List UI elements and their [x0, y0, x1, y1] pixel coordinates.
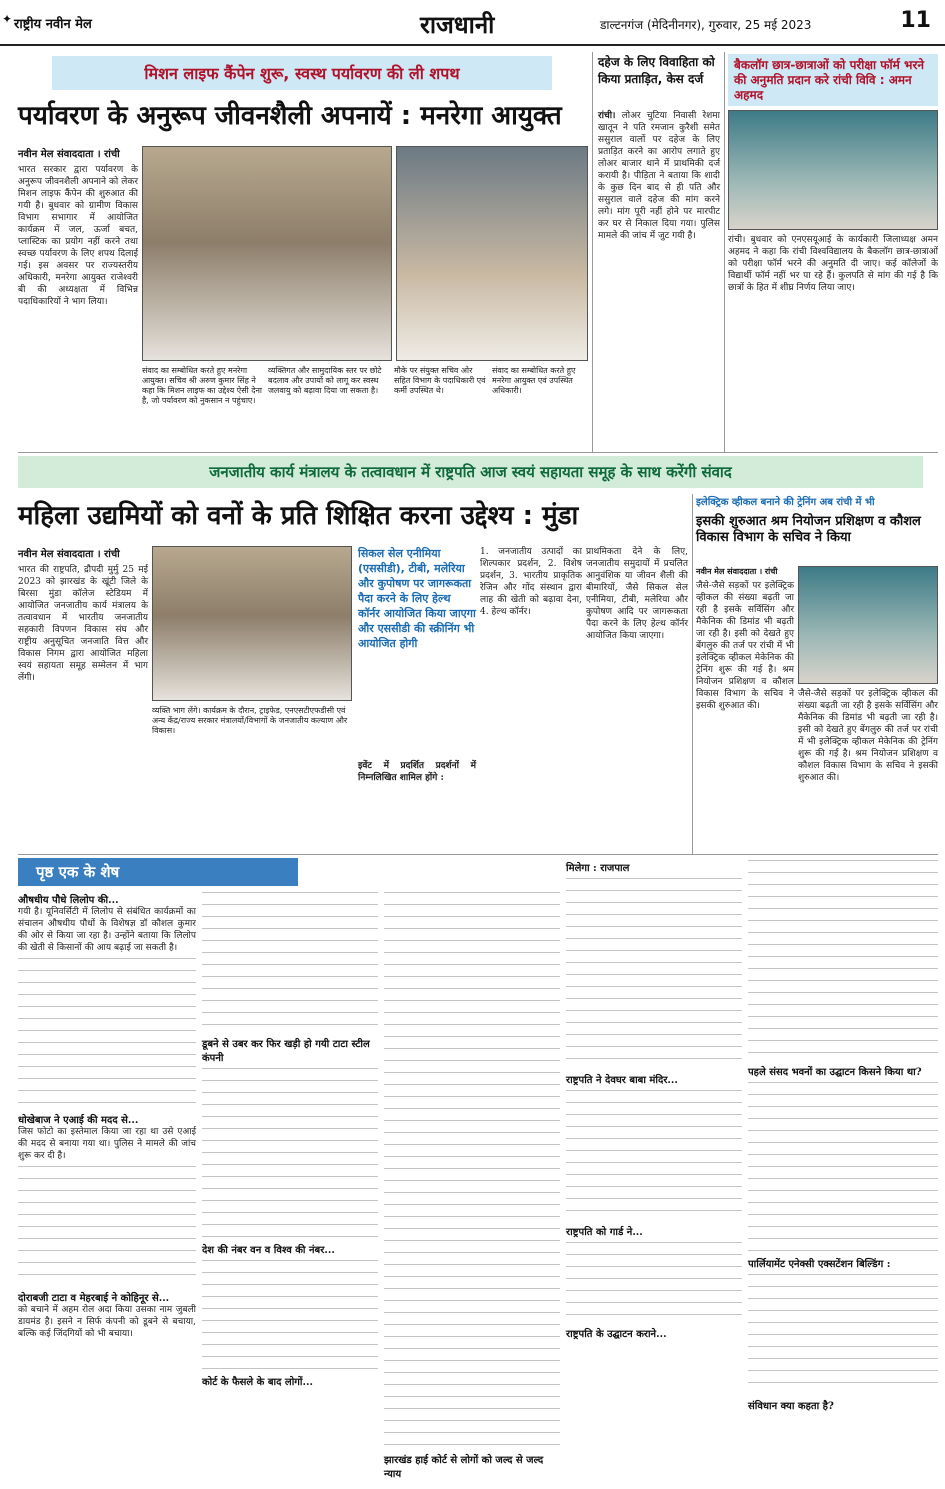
cont-filler: [18, 958, 196, 1108]
story5-continued: जैसे-जैसे सड़कों पर इलेक्ट्रिक व्हीकल की संख्या बढ़ती जा रही है इसके सर्विसिंग और मैकेनिक की डिमांड भी बढ़ती जा रही है। इसी को देखते हुए बेंगलुरु की तर्ज पर रांची में भी इलेक्ट्रिक व्हीकल मेकेनिक की ट्रेनिंग शुरू की गई है। श्रम नियोजन प्रशिक्षण व कौशल विकास विभाग के सचिव ने इसकी शुरुआत की।: [798, 689, 938, 783]
cont-h5: देश की नंबर वन व विश्व की नंबर...: [202, 1245, 335, 1256]
cont-filler: [566, 1090, 742, 1220]
story1-byline: नवीन मेल संवाददाता । रांची: [18, 149, 120, 160]
cont-c2: जिस फोटो का इस्तेमाल किया जा रहा था उसे एआई की मदद से बनाया गया था। पुलिस ने मामले की जांच शुरू कर दी है।: [18, 1127, 196, 1161]
cont-h6: कोर्ट के फैसले के बाद लोगों...: [202, 1377, 313, 1388]
story1-col4: मौके पर संयुक्त सचिव ओर सहित विभाग के पदाधिकारी एवं कर्मी उपस्थित थे।: [394, 366, 486, 395]
story1-caption: संवाद का सम्बोधित करते हुए मनरेगा आयुक्त। सचिव श्री अरुण कुमार सिंह ने कहा कि मिशन लाइफ का उद्देश्य ऐसी देना है, जो पर्यावरण को नुकसान न पहुंचाए।: [142, 366, 262, 405]
column-rule: [724, 52, 725, 452]
cont-h9: राष्ट्रपति को गार्ड ने...: [566, 1227, 643, 1238]
page-number: 11: [900, 8, 931, 33]
story5-body: जैसे-जैसे सड़कों पर इलेक्ट्रिक व्हीकल की संख्या बढ़ती जा रही है इसके सर्विसिंग और मैकेनिक की डिमांड भी बढ़ती जा रही है। इसी को देखते हुए बेंगलुरु की तर्ज पर रांची में भी इलेक्ट्रिक व्हीकल मेकेनिक की ट्रेनिंग शुरू की गई है। श्रम नियोजन प्रशिक्षण व कौशल विकास विभाग के सचिव ने इसकी शुरुआत की।: [696, 581, 794, 711]
story1-col5: संवाद का सम्बोधित करते हुए मनरेगा आयुक्त एवं उपस्थित अधिकारी।: [492, 366, 576, 395]
story1-text-column: [18, 146, 138, 446]
cont-filler: [748, 1274, 938, 1394]
section-rule: [18, 452, 938, 453]
band2-headline: पृष्ठ एक के शेष: [18, 858, 298, 886]
masthead: [0, 0, 945, 46]
story1-kicker: मिशन लाइफ कैंपेन शुरू, स्वस्थ पर्यावरण की ली शपथ: [52, 56, 552, 90]
cont-h7: मिलेगा : राजपाल: [566, 863, 630, 874]
story4-subhead-text: इवेंट में प्रदर्शित प्रदर्शनों में निम्नलिखित शामिल होंगे :: [358, 761, 476, 783]
story3-body: रांची। बुधवार को एनएसयूआई के कार्यकारी जिलाध्यक्ष अमन अहमद ने कहा कि रांची विश्वविद्यालय के बैकलॉग छात्र-छात्राओं को परीक्षा फॉर्म भरने की अनुमति दी जाए। कई कॉलेजों के विद्यार्थी फॉर्म नहीं भर पा रहे हैं। कुलपति से मांग की गई है कि छात्रों के हित में शीघ्र निर्णय लिया जाए।: [728, 235, 938, 293]
cont-col-2: [202, 892, 378, 1472]
cont-h12: पहले संसद भवनों का उद्घाटन किसने किया था?: [748, 1067, 922, 1078]
cont-col-5: [748, 860, 938, 1472]
story4-headline: महिला उद्यमियों को वनों के प्रति शिक्षित करना उद्देश्य : मुंडा: [18, 501, 579, 531]
cont-filler: [202, 1260, 378, 1370]
cont-h8: राष्ट्रपति ने देवघर बाबा मंदिर...: [566, 1075, 678, 1086]
cont-h4: डूबने से उबर कर फिर खड़ी हो गयी टाटा स्टील कंपनी: [202, 1039, 370, 1064]
band1-headline: जनजातीय कार्य मंत्रालय के तत्वावधान में राष्ट्रपति आज स्वयं सहायता समूह के साथ करेंगी संवाद: [18, 456, 923, 488]
story4-col-mid: 1. जनजातीय उत्पादों का शिल्पकार प्रदर्शन, 2. विशेष प्रदर्शन, 3. भारतीय प्राकृतिक रेजिन और गोंद संस्थान द्वारा लाह की खेती को बढ़ावा देना, 4. हेल्थ कॉर्नर।: [480, 547, 582, 617]
story5-byline: नवीन मेल संवाददाता । रांची: [696, 566, 778, 576]
story1-col3: व्यक्तिगत और सामुदायिक स्तर पर छोटे बदलाव और उपायों को लागू कर स्वस्थ जलवायु को बढ़ावा दिया जा सकता है।: [268, 366, 382, 395]
dateline: डाल्टनगंज (मेदिनीनगर), गुरुवार, 25 मई 2023: [600, 18, 812, 32]
story3-headline: बैकलॉग छात्र-छात्राओं को परीक्षा फॉर्म भरने की अनुमति प्रदान करे रांची विवि : अमन अहमद: [734, 58, 925, 102]
cont-filler: [566, 878, 742, 1068]
story4-pullquote: सिकल सेल एनीमिया (एससीडी), टीबी, मलेरिया और कुपोषण पर जागरूकता पैदा करने के लिए हेल्थ कॉर्नर आयोजित किया जाएगा और एससीडी की स्क्रीनिंग भी आयोजित होगी: [358, 547, 476, 650]
cont-filler: [18, 1166, 196, 1286]
cont-h2: धोखेबाज ने एआई की मदद से...: [18, 1115, 139, 1126]
story3-headline-box: [728, 54, 938, 106]
story4-left-column: [18, 546, 148, 846]
cont-h3: दोराबजी टाटा व मेहरबाई ने कोहिनूर से...: [18, 1293, 170, 1304]
cont-h11: झारखंड हाई कोर्ट से लोगों को जल्द से जल्द न्याय: [384, 1455, 544, 1480]
cont-col-1: [18, 892, 196, 1472]
cont-col-4: [566, 860, 742, 1472]
story5-text-column: [696, 566, 794, 852]
cont-c3: को बचाने में अहम रोल अदा किया उसका नाम जुबली डायमंड है। इसने न सिर्फ कंपनी को डूबने से बचाया, बल्कि कई जिंदगियों को भी बचाया।: [18, 1305, 196, 1339]
cont-h14: संविधान क्या कहता है?: [748, 1401, 834, 1412]
bird-logo-icon: ✦: [2, 12, 13, 26]
cont-filler: [384, 892, 560, 1452]
section-rule: [18, 854, 938, 855]
section-title: राजधानी: [420, 11, 495, 39]
story2-body: [598, 110, 720, 450]
story1-photo-officials: [396, 146, 588, 361]
story2-headline: दहेज के लिए विवाहिता को किया प्रताड़ित, केस दर्ज: [598, 55, 715, 86]
story4-body: भारत की राष्ट्रपति, द्रौपदी मुर्मु 25 मई 2023 को झारखंड के खूंटी जिले के बिरसा मुंडा कॉलेज स्टेडियम में आयोजित जनजातीय कार्य मंत्रालय के तत्वावधान में भारतीय जनजातीय सहकारी विपणन विकास संघ और राष्ट्रीय अनुसूचित जनजाति वित्त और विकास निगम द्वारा आयोजित महिला स्वयं सहायता समूह सम्मेलन में भाग लेंगी।: [18, 565, 148, 683]
cont-filler: [748, 860, 938, 1060]
cont-h10: राष्ट्रपति के उद्घाटन कराने...: [566, 1329, 667, 1340]
cont-c1: गयी है। यूनिवर्सिटी में लिलोप से संबंधित कार्यक्रमों का संचालन औषधीय पौधों के विशेषज्ञ डॉ कौशल कुमार की ओर से किया जा रहा है। उन्होंने बताया कि लिलोप की खेती से किसानों की आय बढ़ाई जा सकती है।: [18, 907, 196, 953]
cont-filler: [202, 1068, 378, 1238]
column-rule: [692, 494, 693, 854]
cont-filler: [566, 1242, 742, 1322]
story5-headline: इसकी शुरुआत श्रम नियोजन प्रशिक्षण व कौशल विकास विभाग के सचिव ने किया: [696, 514, 921, 545]
cont-h1: औषधीय पौधे लिलोप की...: [18, 895, 119, 906]
story3-photo-group: [728, 110, 938, 230]
story4-photo-minister: [152, 546, 352, 701]
cont-filler: [202, 892, 378, 1032]
story5-photo-ev: [798, 566, 938, 684]
story1-body: भारत सरकार द्वारा पर्यावरण के अनुरूप जीवनशैली अपनाने को लेकर मिशन लाइफ कैंपेन की शुरुआत की गयी है। बुधवार को ग्रामीण विकास विभाग सभागार में आयोजित कार्यक्रम में जल, ऊर्जा बचत, प्लास्टिक का प्रयोग नहीं करने तथा स्वच्छ पर्यावरण के लिए शपथ दिलाई गई। इस अवसर पर राज्यस्तरीय अधिकारी, मनरेगा आयुक्त राजेश्वरी बी की अध्यक्षता में विभिन्न पदाधिकारियों ने भाग लिया।: [18, 165, 138, 307]
cont-filler: [748, 1082, 938, 1252]
story4-caption: व्यक्ति भाग लेंगे। कार्यक्रम के दौरान, ट्राइफेड, एनएसटीएफडीसी एवं अन्य केंद्र/राज्य सरकार मंत्रालयों/विभागों के जनजातीय कल्याण और विकास।: [152, 706, 348, 735]
story5-kicker: इलेक्ट्रिक व्हीकल बनाने की ट्रेनिंग अब रांची में भी: [696, 497, 875, 508]
column-rule: [592, 52, 593, 452]
cont-h13: पार्लियामेंट एनेक्सी एक्सटेंशन बिल्डिंग :: [748, 1259, 891, 1270]
story4-subhead: [358, 760, 476, 850]
story4-col-right: प्राथमिकता देने के लिए, जनजातीय समुदायों में प्रचलित आनुवंशिक या जीवन शैली की बीमारियों, जैसे सिकल सेल एनीमिया, टीबी, मलेरिया और कुपोषण आदि पर जागरूकता पैदा करने के लिए हेल्थ कॉर्नर आयोजित किया जाएगा।: [586, 547, 688, 641]
story2-byline: रांची।: [598, 111, 616, 121]
cont-col-3: [384, 892, 560, 1480]
story1-photo-meeting: [142, 146, 392, 361]
story2-text: लोअर चुटिया निवासी रेशमा खातून ने पति रमजान कुरैशी समेत ससुराल वालों पर दहेज के लिए प्रताड़ित करने का आरोप लगाते हुए लोअर बाजार थाने में प्राथमिकी दर्ज करायी है। पीड़िता ने बताया कि शादी के कुछ दिन बाद से ही पति और ससुराल वाले दहेज की मांग करने लगे। मांग पूरी नहीं होने पर मारपीट कर घर से निकाल दिया गया। पुलिस मामले की जांच में जुट गयी है।: [598, 111, 720, 241]
paper-name: राष्ट्रीय नवीन मेल: [14, 17, 92, 32]
story1-headline: पर्यावरण के अनुरूप जीवनशैली अपनायें : मनरेगा आयुक्त: [18, 101, 562, 131]
story4-byline: नवीन मेल संवाददाता । रांची: [18, 549, 120, 560]
